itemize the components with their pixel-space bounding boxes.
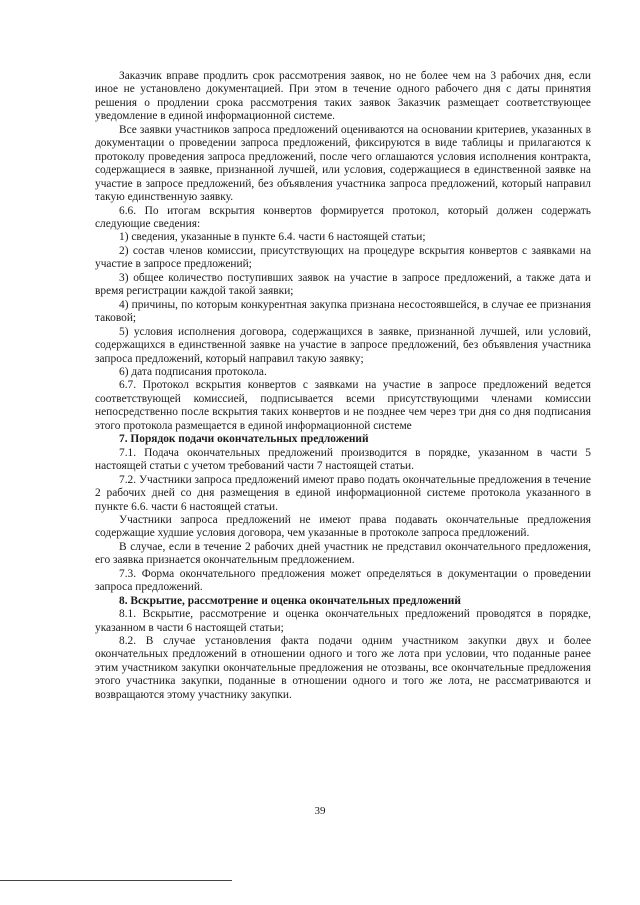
list-item: 1) сведения, указанные в пункте 6.4. части 6 настоящей статьи;: [119, 231, 426, 244]
paragraph: 8.1. Вскрытие, рассмотрение и оценка окончательных предложений проводятся в порядке, указанном в части 6 настоящей статьи;: [95, 608, 591, 634]
section-heading: 7. Порядок подачи окончательных предложений: [119, 433, 369, 446]
paragraph: 6.6. По итогам вскрытия конвертов формируется протокол, который должен содержать следующие сведения:: [95, 204, 591, 230]
list-item: 5) условия исполнения договора, содержащихся в заявке, признанной лучшей, или условий, содержащихся в единственной заявке на участие в запросе предложений, без объявления участника запроса предложений, который направил такую заявку;: [95, 325, 591, 365]
paragraph: 7.3. Форма окончательного предложения может определяться в документации о проведении запроса предложений.: [95, 567, 591, 594]
paragraph: 7.1. Подача окончательных предложений производится в порядке, указанном в части 5 настоящей статьи с учетом требований части 7 настоящей статьи.: [95, 446, 591, 473]
paragraph: 7.2. Участники запроса предложений имеют право подать окончательные предложения в течение 2 рабочих дней со дня размещения в единой информационной системе протокола указанного в пункте 6.6. части 6 настоящей статьи.: [95, 473, 591, 513]
page-number: 39: [314, 805, 326, 817]
list-item: 4) причины, по которым конкурентная закупка признана несостоявшейся, в случае ее признания таковой;: [95, 298, 591, 325]
list-item: 2) состав членов комиссии, присутствующих на процедуре вскрытия конвертов с заявками на участие в запросе предложений;: [95, 244, 591, 271]
section-heading: 8. Вскрытие, рассмотрение и оценка окончательных предложений: [119, 594, 461, 607]
list-item: 3) общее количество поступивших заявок на участие в запросе предложений, а также дата и время регистрации каждой такой заявки;: [95, 271, 591, 298]
scan-artifact-line: [0, 880, 232, 881]
paragraph: Участники запроса предложений не имеют права подавать окончательные предложения содержащие худшие условия договора, чем указанные в протоколе запроса предложений.: [95, 513, 591, 540]
paragraph: 8.2. В случае установления факта подачи одним участником закупки двух и более окончательных предложений в отношении одного и того же лота при условии, что поданные ранее этим участником закупки окончательные предложения не отозваны, все окончательные предложения этого участника закупки, поданные в отношении одного и того же лота, не рассматриваются и возвращаются этому участнику закупки.: [95, 635, 591, 701]
paragraph: Заказчик вправе продлить срок рассмотрения заявок, но не более чем на 3 рабочих дня, если иное не установлено документацией. При этом в течение одного рабочего дня с даты принятия решения о продлении срока рассмотрения таких заявок Заказчик размещает соответствующее уведомление в единой информационной системе.: [95, 70, 591, 123]
paragraph: Все заявки участников запроса предложений оцениваются на основании критериев, указанных в документации о проведении запроса предложений, фиксируются в виде таблицы и прилагаются к протоколу проведения запроса предложений, после чего оглашаются условия исполнения контракта, содержащиеся в заявке, признанной лучшей, или условия, содержащиеся в единственной заявке на участие в запросе предложений, без объявления участника запроса предложений, который направил такую единственную заявку.: [95, 123, 591, 204]
paragraph: В случае, если в течение 2 рабочих дней участник не представил окончательного предложения, его заявка признается окончательным предложением.: [95, 540, 591, 567]
list-item: 6) дата подписания протокола.: [119, 365, 267, 378]
paragraph: 6.7. Протокол вскрытия конвертов с заявками на участие в запросе предложений ведется соответствующей комиссией, подписывается всеми присутствующими членами комиссии непосредственно после вскрытия таких конвертов и не позднее чем через три дня со дня подписания этого протокола размещается в единой информационной системе: [95, 379, 591, 432]
document-body: [95, 70, 591, 702]
